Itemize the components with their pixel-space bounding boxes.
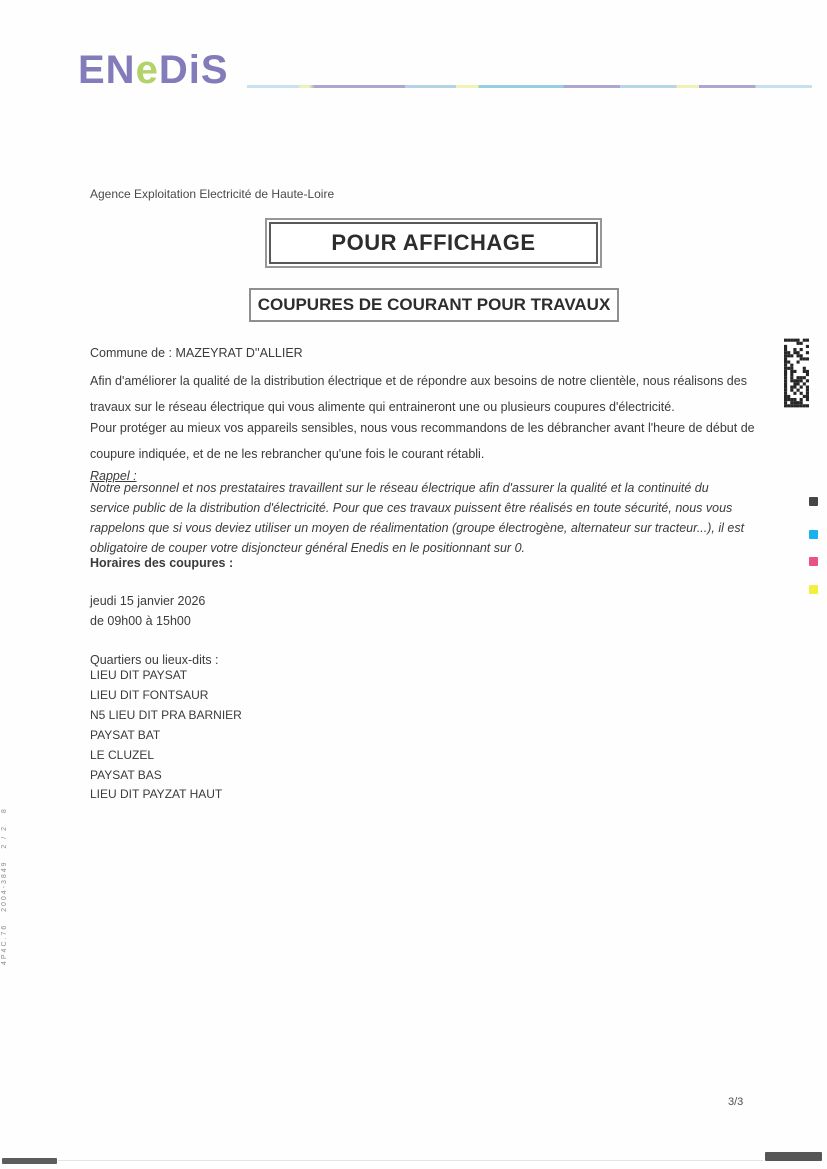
agency-line: Agence Exploitation Electricité de Haute-Loire — [90, 187, 335, 201]
place-item: LE CLUZEL — [90, 747, 155, 762]
place-item: PAYSAT BAS — [90, 767, 162, 782]
horaires-label: Horaires des coupures : — [90, 556, 234, 570]
place-item: LIEU DIT PAYSAT — [90, 668, 188, 682]
rappel-label: Rappel : — [90, 469, 137, 483]
registration-mark-cyan — [809, 530, 818, 539]
enedis-logo-text-end: DiS — [158, 48, 229, 92]
scan-line-bottom — [58, 1160, 763, 1161]
print-code-vertical: 4P4C.76 2004-3849 2 / 2 8 — [1, 807, 8, 965]
brand-divider-line — [247, 85, 812, 88]
coupures-banner: COUPURES DE COURANT POUR TRAVAUX — [249, 288, 619, 322]
place-item: N5 LIEU DIT PRA BARNIER — [90, 707, 242, 722]
outage-time: de 09h00 à 15h00 — [90, 614, 191, 628]
registration-mark-black — [809, 497, 818, 506]
enedis-logo-text: EN — [78, 48, 136, 92]
scan-bar-right — [765, 1152, 822, 1161]
outage-date: jeudi 15 janvier 2026 — [90, 594, 206, 608]
affichage-banner — [265, 218, 602, 268]
place-item: LIEU DIT FONTSAUR — [90, 687, 209, 702]
places-list — [90, 666, 242, 805]
rappel-paragraph: Notre personnel et nos prestataires travaillent sur le réseau électrique afin d'assurer la qualité et la continuité du service public de la distribution d'électricité. Pour que ces travaux puissent être réalisés en toute sécurité, nous vous rappelons que si vous deviez utiliser un moyen de réalimentation (groupe électrogène, alternateur sur tracteur...), il est obligatoire de couper votre disjoncteur général Enedis en le positionnant sur 0. — [90, 481, 745, 555]
enedis-logo-green-e: e — [135, 48, 159, 92]
datamatrix-code-icon — [784, 338, 809, 408]
place-item: LIEU DIT PAYZAT HAUT — [90, 787, 223, 802]
paragraph-travaux: Afin d'améliorer la qualité de la distribution électrique et de répondre aux besoins de notre clientèle, nous réalisons des travaux sur le réseau électrique qui vous alimente qui entraineront une ou plusieurs coupures d'électricité. — [90, 374, 747, 414]
paragraph-protection: Pour protéger au mieux vos appareils sensibles, nous vous recommandons de les débrancher avant l'heure de début de coupure indiquée, et de ne les rebrancher qu'une fois le courant rétabli. — [90, 421, 755, 461]
registration-mark-yellow — [809, 585, 818, 594]
page-number: 3/3 — [728, 1096, 744, 1108]
place-item: PAYSAT BAT — [90, 727, 161, 742]
scan-bar-left — [2, 1158, 57, 1164]
registration-mark-magenta — [809, 557, 818, 566]
enedis-logo — [78, 48, 229, 92]
quartiers-label: Quartiers ou lieux-dits : — [90, 653, 219, 667]
commune-line: Commune de : MAZEYRAT D''ALLIER — [90, 346, 303, 360]
affichage-banner-text: POUR AFFICHAGE — [269, 222, 598, 264]
